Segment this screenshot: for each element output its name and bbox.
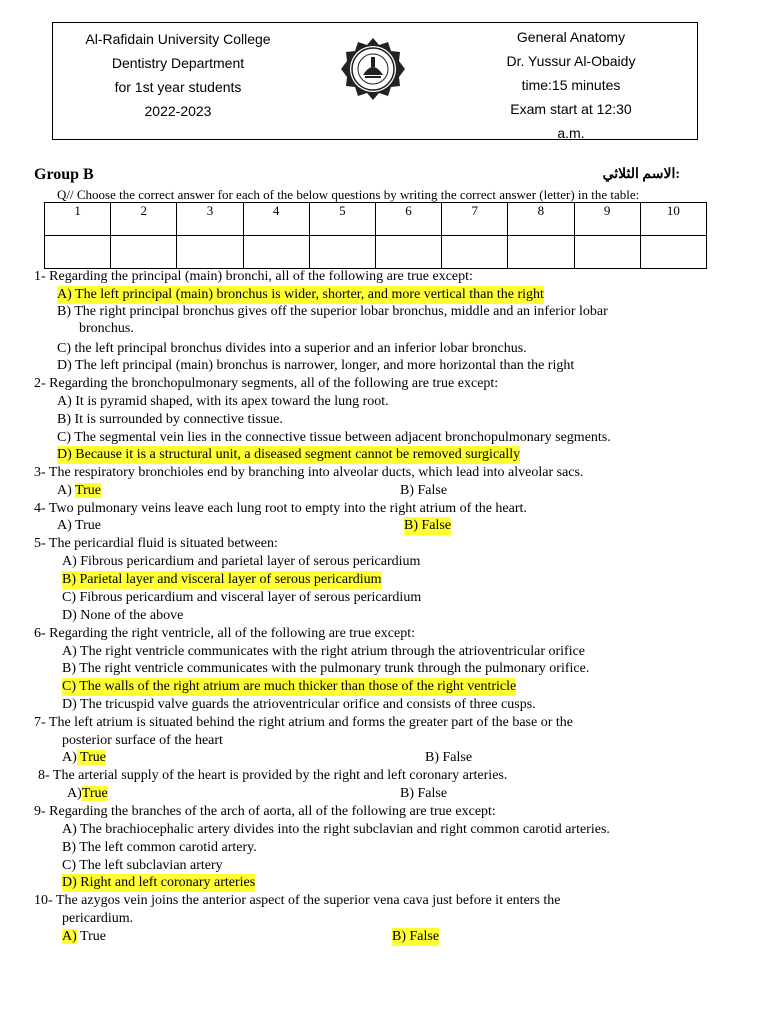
question-8-option-a bbox=[67, 785, 108, 803]
question-9-option-a: A) The brachiocephalic artery divides into the right subclavian and right common carotid arteries. bbox=[62, 822, 610, 837]
question-4-option-b: B) False bbox=[404, 518, 452, 533]
answer-header-cell: 1 bbox=[45, 203, 111, 236]
answer-table-header-row bbox=[45, 203, 707, 236]
question-10-stem-cont: pericardium. bbox=[62, 911, 134, 926]
question-7-option-a-letter: A) bbox=[62, 750, 77, 765]
question-9-stem: 9- Regarding the branches of the arch of aorta, all of the following are true except: bbox=[34, 804, 496, 819]
question-5-option-d: D) None of the above bbox=[62, 608, 184, 623]
answer-header-cell: 3 bbox=[177, 203, 243, 236]
answer-cell[interactable] bbox=[177, 236, 243, 269]
question-3-stem: 3- The respiratory bronchioles end by branching into alveolar ducts, which lead into alveolar sacs. bbox=[34, 465, 584, 480]
question-4-option-a: A) True bbox=[57, 518, 101, 533]
answer-header-cell: 4 bbox=[243, 203, 309, 236]
question-8-option-a-text: True bbox=[81, 786, 108, 801]
question-5-option-b: B) Parietal layer and visceral layer of serous pericardium bbox=[62, 572, 382, 587]
question-2-stem: 2- Regarding the bronchopulmonary segments, all of the following are true except: bbox=[34, 376, 499, 391]
answer-header-cell: 10 bbox=[640, 203, 706, 236]
exam-header bbox=[52, 22, 698, 140]
question-8-option-a-letter: A) bbox=[67, 786, 82, 801]
answer-cell[interactable] bbox=[45, 236, 111, 269]
question-10-option-b: B) False bbox=[392, 929, 440, 944]
question-5-option-a: A) Fibrous pericardium and parietal layer of serous pericardium bbox=[62, 554, 421, 569]
answer-table bbox=[44, 202, 707, 269]
question-10-option-a bbox=[62, 928, 106, 946]
question-5-stem: 5- The pericardial fluid is situated between: bbox=[34, 536, 278, 551]
question-5-option-c: C) Fibrous pericardium and visceral layer of serous pericardium bbox=[62, 590, 422, 605]
instruction-text: Q// Choose the correct answer for each of the below questions by writing the correct answer (letter) in the table: bbox=[57, 187, 640, 202]
student-name-label: :الاسم الثلاثي bbox=[602, 167, 680, 182]
question-10-option-a-letter: A) bbox=[62, 929, 77, 944]
answer-header-cell: 2 bbox=[111, 203, 177, 236]
university-seal-icon bbox=[341, 37, 405, 101]
question-10-option-a-text: True bbox=[76, 929, 106, 944]
answer-header-cell: 8 bbox=[508, 203, 574, 236]
question-2-option-c: C) The segmental vein lies in the connective tissue between adjacent bronchopulmonary segments. bbox=[57, 430, 611, 445]
question-9-option-b: B) The left common carotid artery. bbox=[62, 840, 257, 855]
answer-cell[interactable] bbox=[442, 236, 508, 269]
instructor-name: Dr. Yussur Al-Obaidy bbox=[506, 53, 636, 69]
answer-header-cell: 9 bbox=[574, 203, 640, 236]
answer-table-input-row bbox=[45, 236, 707, 269]
university-name: Al-Rafidain University College bbox=[85, 31, 271, 47]
answer-header-cell: 7 bbox=[442, 203, 508, 236]
question-3-option-b: B) False bbox=[400, 483, 448, 498]
academic-year: 2022-2023 bbox=[144, 103, 212, 119]
question-7-option-b: B) False bbox=[425, 750, 473, 765]
question-1-option-c: C) the left principal bronchus divides into a superior and an inferior lobar bronchus. bbox=[57, 341, 527, 356]
exam-start-time: Exam start at 12:30 bbox=[510, 101, 632, 117]
answer-cell[interactable] bbox=[375, 236, 441, 269]
question-8-option-b: B) False bbox=[400, 786, 448, 801]
question-7-option-a bbox=[62, 749, 106, 767]
answer-cell[interactable] bbox=[640, 236, 706, 269]
answer-cell[interactable] bbox=[111, 236, 177, 269]
question-1-option-a: A) The left principal (main) bronchus is wider, shorter, and more vertical than the right bbox=[57, 287, 544, 302]
answer-cell[interactable] bbox=[508, 236, 574, 269]
exam-duration: time:15 minutes bbox=[521, 77, 621, 93]
header-institution-block bbox=[53, 27, 303, 123]
student-year: for 1st year students bbox=[114, 79, 242, 95]
question-7-stem: 7- The left atrium is situated behind the right atrium and forms the greater part of the base or the bbox=[34, 715, 573, 730]
question-2-option-d: D) Because it is a structural unit, a diseased segment cannot be removed surgically bbox=[57, 447, 521, 462]
answer-cell[interactable] bbox=[309, 236, 375, 269]
exam-start-ampm: a.m. bbox=[557, 125, 585, 141]
answer-header-cell: 6 bbox=[375, 203, 441, 236]
question-7-option-a-text: True bbox=[76, 750, 106, 765]
question-1-option-b: B) The right principal bronchus gives off the superior lobar bronchus, middle and an inferior lobar bbox=[57, 304, 608, 319]
question-6-option-c: C) The walls of the right atrium are much thicker than those of the right ventricle bbox=[62, 679, 517, 694]
question-4-stem: 4- Two pulmonary veins leave each lung root to empty into the right atrium of the heart. bbox=[34, 501, 527, 516]
answer-cell[interactable] bbox=[243, 236, 309, 269]
question-3-option-a-text: True bbox=[75, 483, 101, 498]
question-6-option-d: D) The tricuspid valve guards the atrioventricular orifice and consists of three cusps. bbox=[62, 697, 536, 712]
question-6-option-a: A) The right ventricle communicates with the right atrium through the atrioventricular orifice bbox=[62, 644, 586, 659]
group-label: Group B bbox=[34, 166, 94, 183]
answer-cell[interactable] bbox=[574, 236, 640, 269]
answer-header-cell: 5 bbox=[309, 203, 375, 236]
question-2-option-a: A) It is pyramid shaped, with its apex toward the lung root. bbox=[57, 394, 389, 409]
question-9-option-c: C) The left subclavian artery bbox=[62, 858, 223, 873]
question-1-stem: 1- Regarding the principal (main) bronchi, all of the following are true except: bbox=[34, 269, 473, 284]
question-3-option-a-letter: A) bbox=[57, 483, 76, 498]
question-2-option-b: B) It is surrounded by connective tissue. bbox=[57, 412, 283, 427]
question-8-stem: 8- The arterial supply of the heart is provided by the right and left coronary arteries. bbox=[38, 768, 508, 783]
course-name: General Anatomy bbox=[516, 29, 626, 45]
question-9-option-d: D) Right and left coronary arteries bbox=[62, 875, 256, 890]
question-6-option-b: B) The right ventricle communicates with the pulmonary trunk through the pulmonary orifice. bbox=[62, 661, 590, 676]
question-10-stem: 10- The azygos vein joins the anterior aspect of the superior vena cava just before it enters the bbox=[34, 893, 561, 908]
header-course-block bbox=[451, 25, 691, 145]
question-1-option-b-cont: bronchus. bbox=[79, 321, 134, 336]
question-3-option-a bbox=[57, 482, 101, 500]
question-1-option-d: D) The left principal (main) bronchus is narrower, longer, and more horizontal than the right bbox=[57, 358, 575, 373]
question-7-stem-cont: posterior surface of the heart bbox=[62, 733, 223, 748]
department-name: Dentistry Department bbox=[111, 55, 245, 71]
question-6-stem: 6- Regarding the right ventricle, all of the following are true except: bbox=[34, 626, 415, 641]
